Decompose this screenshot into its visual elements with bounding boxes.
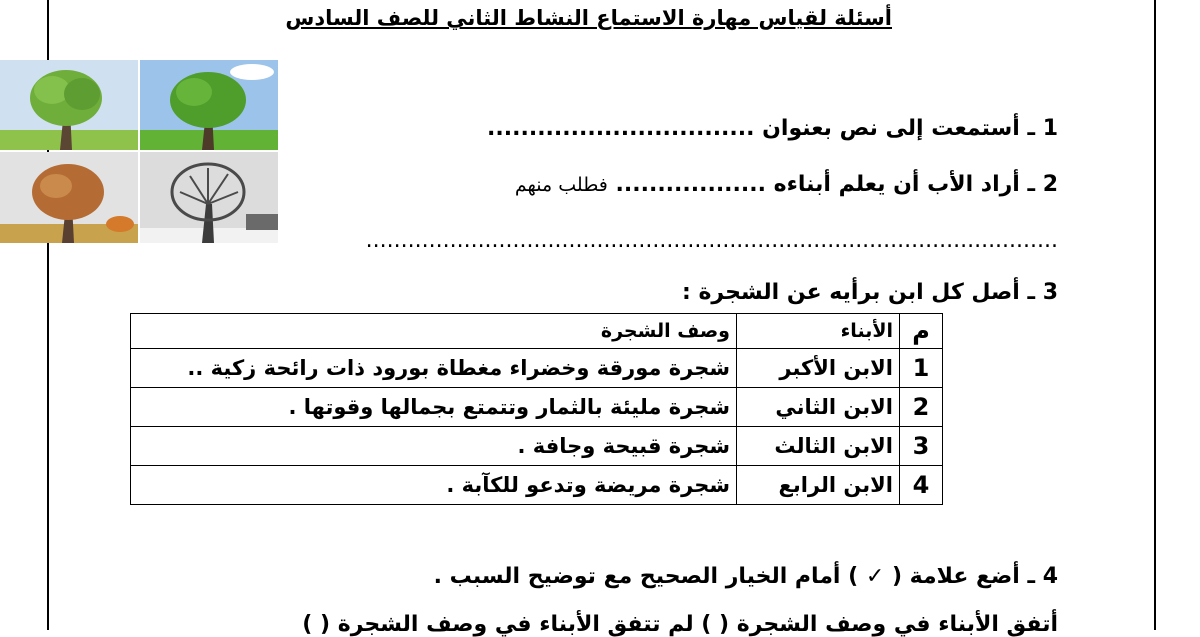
summer-tree-icon bbox=[140, 60, 278, 150]
row-number: 2 bbox=[900, 388, 943, 427]
row-description: شجرة مورقة وخضراء مغطاة بورود ذات رائحة زكية .. bbox=[131, 349, 737, 388]
question-1-answer-blank: ................................ bbox=[487, 116, 755, 141]
table-row bbox=[131, 427, 943, 466]
row-number: 3 bbox=[900, 427, 943, 466]
row-son: الابن الثاني bbox=[737, 388, 900, 427]
header-description: وصف الشجرة bbox=[131, 314, 737, 349]
autumn-tree-icon bbox=[0, 152, 138, 243]
question-2 bbox=[515, 172, 1058, 197]
table-row bbox=[131, 466, 943, 505]
question-2-answer-blank: .................. bbox=[615, 172, 766, 197]
question-3: 3 ـ أصل كل ابن برأيه عن الشجرة : bbox=[681, 280, 1058, 305]
header-sons: الأبناء bbox=[737, 314, 900, 349]
row-description: شجرة مليئة بالثمار وتتمتع بجمالها وقوتها . bbox=[131, 388, 737, 427]
row-son: الابن الرابع bbox=[737, 466, 900, 505]
table-header-row bbox=[131, 314, 943, 349]
row-number: 1 bbox=[900, 349, 943, 388]
question-1-text: 1 ـ أستمعت إلى نص بعنوان bbox=[754, 116, 1058, 141]
question-2-text: 2 ـ أراد الأب أن يعلم أبناءه bbox=[765, 172, 1058, 197]
spring-tree-icon bbox=[0, 60, 138, 150]
header-num: م bbox=[900, 314, 943, 349]
winter-tree-icon bbox=[140, 152, 278, 243]
row-description: شجرة قبيحة وجافة . bbox=[131, 427, 737, 466]
row-description: شجرة مريضة وتدعو للكآبة . bbox=[131, 466, 737, 505]
question-1 bbox=[487, 116, 1058, 141]
seasons-image-grid bbox=[0, 60, 278, 243]
page-title: أسئلة لقياس مهارة الاستماع النشاط الثاني للصف السادس bbox=[285, 6, 892, 30]
question-4-options: أتفق الأبناء في وصف الشجرة ( ) لم تتفق الأبناء في وصف الشجرة ( ) bbox=[302, 612, 1058, 637]
matching-table bbox=[130, 313, 943, 505]
table-row bbox=[131, 388, 943, 427]
row-son: الابن الأكبر bbox=[737, 349, 900, 388]
question-2-suffix: فطلب منهم bbox=[514, 174, 608, 196]
table-row bbox=[131, 349, 943, 388]
page-border-right bbox=[1154, 0, 1156, 630]
row-number: 4 bbox=[900, 466, 943, 505]
question-2-answer-line: ................................................................................................... bbox=[365, 228, 1058, 253]
row-son: الابن الثالث bbox=[737, 427, 900, 466]
question-4: 4 ـ أضع علامة ( ✓ ) أمام الخيار الصحيح مع توضيح السبب . bbox=[433, 564, 1058, 589]
